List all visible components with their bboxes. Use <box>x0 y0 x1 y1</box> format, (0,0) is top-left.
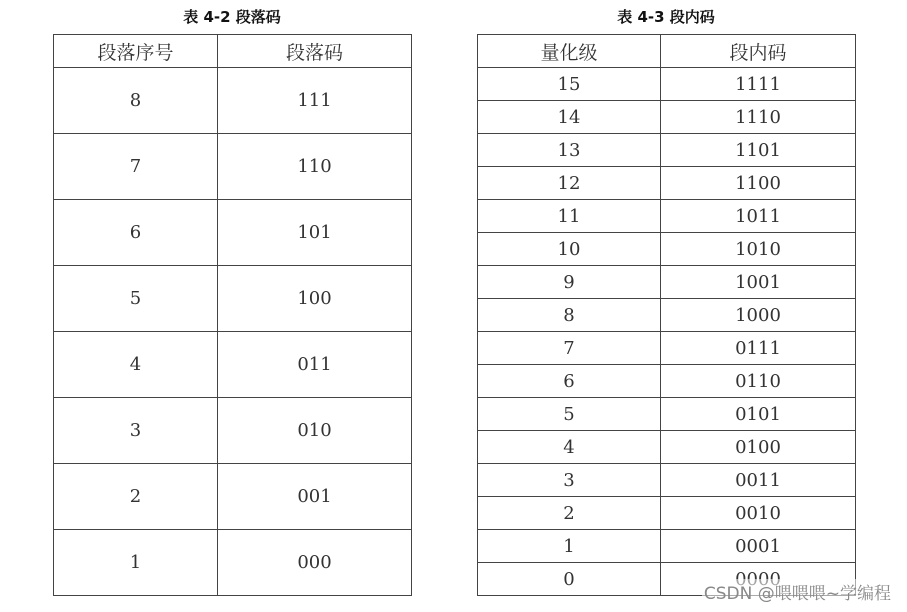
table-cell: 0 <box>478 563 661 596</box>
table-cell: 111 <box>218 68 412 134</box>
table-row <box>478 68 856 101</box>
segment-code-table <box>53 34 412 596</box>
table-cell: 0100 <box>661 431 856 464</box>
table-cell: 000 <box>218 530 412 596</box>
table-cell: 1 <box>54 530 218 596</box>
table-cell: 7 <box>478 332 661 365</box>
table-cell: 1001 <box>661 266 856 299</box>
table-cell: 5 <box>478 398 661 431</box>
table-row <box>54 200 412 266</box>
table-caption-segment-code: 表 4-2 段落码 <box>183 8 281 26</box>
table-cell: 101 <box>218 200 412 266</box>
table-cell: 0111 <box>661 332 856 365</box>
table-cell: 110 <box>218 134 412 200</box>
table-cell: 5 <box>54 266 218 332</box>
table-row <box>478 530 856 563</box>
table-cell: 1011 <box>661 200 856 233</box>
table-cell: 3 <box>478 464 661 497</box>
table-cell: 1100 <box>661 167 856 200</box>
table-row <box>478 464 856 497</box>
table-cell: 6 <box>54 200 218 266</box>
table-cell: 10 <box>478 233 661 266</box>
table-cell: 0010 <box>661 497 856 530</box>
table-cell: 011 <box>218 332 412 398</box>
table-cell: 001 <box>218 464 412 530</box>
table-row <box>54 266 412 332</box>
table-cell: 7 <box>54 134 218 200</box>
table-row <box>478 233 856 266</box>
table-header-row <box>478 35 856 68</box>
table-row <box>478 431 856 464</box>
table-cell: 100 <box>218 266 412 332</box>
intra-segment-code-table <box>477 34 856 596</box>
table-cell: 1 <box>478 530 661 563</box>
table-row <box>478 266 856 299</box>
table-row <box>54 332 412 398</box>
table-row <box>54 530 412 596</box>
watermark: CSDN @喂喂喂~学编程 <box>702 579 893 604</box>
table-cell: 1111 <box>661 68 856 101</box>
table-cell: 8 <box>54 68 218 134</box>
column-header: 段落序号 <box>54 35 218 68</box>
table-row <box>478 200 856 233</box>
table-row <box>54 464 412 530</box>
table-cell: 0011 <box>661 464 856 497</box>
table-cell: 2 <box>478 497 661 530</box>
table-row <box>478 101 856 134</box>
table-row <box>478 134 856 167</box>
table-row <box>478 332 856 365</box>
column-header: 量化级 <box>478 35 661 68</box>
table-row <box>54 68 412 134</box>
table-cell: 12 <box>478 167 661 200</box>
table-cell: 4 <box>478 431 661 464</box>
table-cell: 14 <box>478 101 661 134</box>
table-cell: 11 <box>478 200 661 233</box>
table-cell: 1101 <box>661 134 856 167</box>
table-cell: 1000 <box>661 299 856 332</box>
table-cell: 1010 <box>661 233 856 266</box>
table-cell: 9 <box>478 266 661 299</box>
table-cell: 8 <box>478 299 661 332</box>
column-header: 段内码 <box>661 35 856 68</box>
table-cell: 1110 <box>661 101 856 134</box>
table-row <box>54 134 412 200</box>
table-row <box>478 299 856 332</box>
table-header-row <box>54 35 412 68</box>
table-cell: 0101 <box>661 398 856 431</box>
table-cell: 13 <box>478 134 661 167</box>
table-row <box>478 365 856 398</box>
table-row <box>478 167 856 200</box>
table-cell: 15 <box>478 68 661 101</box>
table-cell: 3 <box>54 398 218 464</box>
table-caption-intra-segment-code: 表 4-3 段内码 <box>617 8 715 26</box>
table-cell: 010 <box>218 398 412 464</box>
table-cell: 2 <box>54 464 218 530</box>
table-row <box>478 398 856 431</box>
table-cell: 0110 <box>661 365 856 398</box>
table-row <box>478 497 856 530</box>
table-row <box>54 398 412 464</box>
table-cell: 4 <box>54 332 218 398</box>
table-cell: 6 <box>478 365 661 398</box>
column-header: 段落码 <box>218 35 412 68</box>
table-cell: 0001 <box>661 530 856 563</box>
